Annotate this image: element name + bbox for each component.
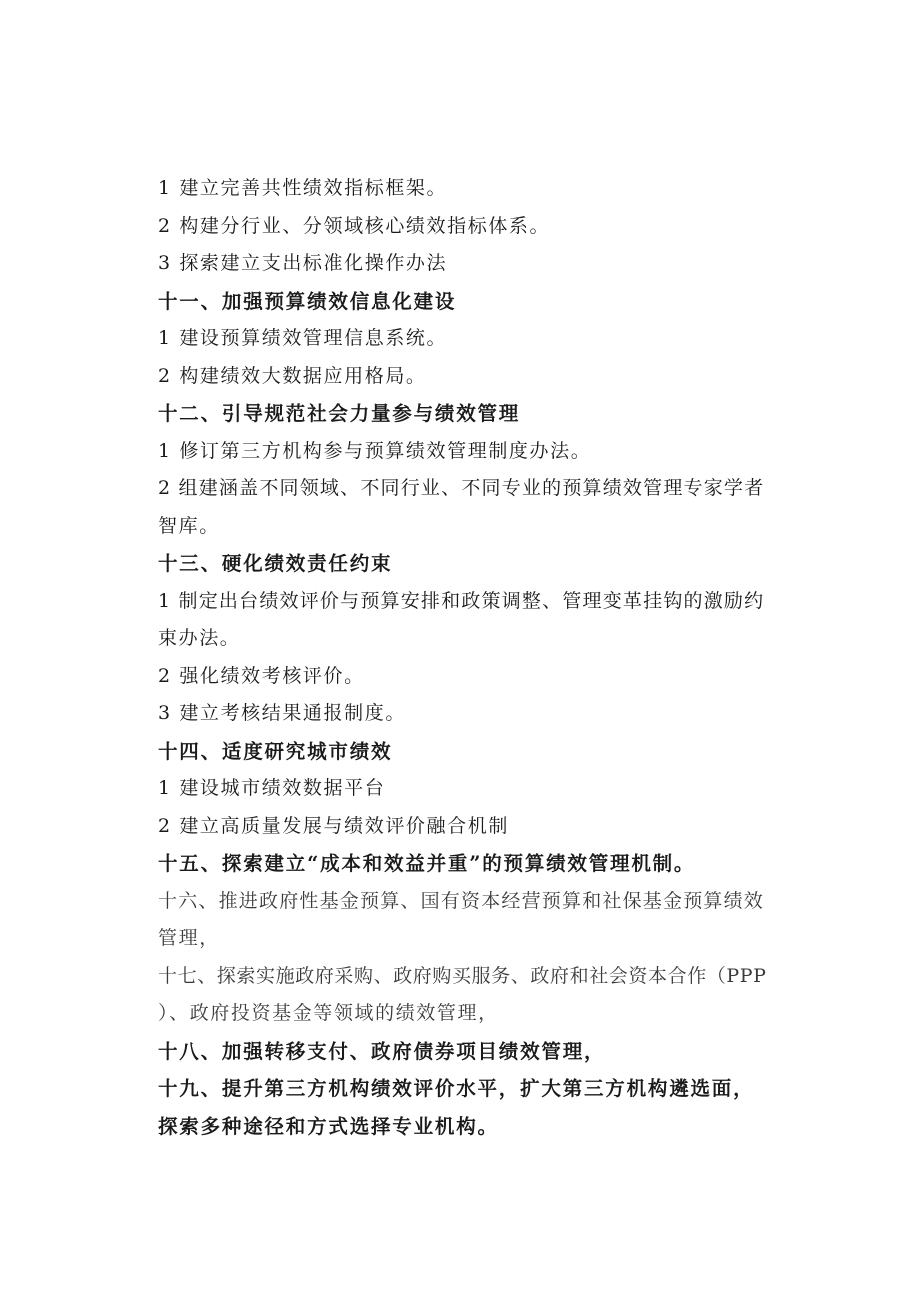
section-heading: 十四、适度研究城市绩效: [158, 739, 393, 763]
section-heading: 十三、硬化绩效责任约束: [158, 552, 393, 575]
section-heading: 十九、提升第三方机构绩效评价水平，扩大第三方机构遴选面，: [158, 1077, 755, 1100]
list-item: 2 构建绩效大数据应用格局。: [158, 364, 427, 387]
list-item-continuation: 束办法。: [158, 627, 241, 649]
section-paragraph: 十六、推进政府性基金预算、国有资本经营预算和社保基金预算绩效: [158, 889, 765, 912]
list-item: 2 组建涵盖不同领域、不同行业、不同专业的预算绩效管理专家学者: [158, 477, 765, 499]
list-item: 3 建立考核结果通报制度。: [158, 702, 406, 724]
list-item: 2 构建分行业、分领域核心绩效指标体系。: [158, 214, 551, 237]
list-item: 1 建设预算绩效管理信息系统。: [158, 327, 448, 349]
list-item: 1 制定出台绩效评价与预算安排和政策调整、管理变革挂钩的激励约: [158, 589, 765, 612]
section-heading: 十五、探索建立“成本和效益并重”的预算绩效管理机制。: [158, 852, 696, 875]
list-item: 2 建立高质量发展与绩效评价融合机制: [158, 814, 509, 837]
list-item: 1 建设城市绩效数据平台: [158, 777, 386, 799]
list-item: 2 强化绩效考核评价。: [158, 664, 365, 687]
list-item: 1 修订第三方机构参与预算绩效管理制度办法。: [158, 439, 592, 462]
list-item: 3 探索建立支出标准化操作办法: [158, 252, 448, 274]
section-heading-continuation: 探索多种途径和方式选择专业机构。: [158, 1114, 499, 1138]
section-paragraph-continuation: ）、政府投资基金等领域的绩效管理，: [158, 1002, 499, 1024]
section-heading: 十一、加强预算绩效信息化建设: [158, 289, 457, 313]
document-body: [158, 170, 768, 1145]
section-heading: 十二、引导规范社会力量参与绩效管理: [158, 402, 521, 425]
list-item-continuation: 智库。: [158, 514, 220, 537]
list-item: 1 建立完善共性绩效指标框架。: [158, 177, 448, 199]
section-paragraph: 十七、探索实施政府采购、政府购买服务、政府和社会资本合作（PPP: [158, 964, 767, 987]
section-paragraph-continuation: 管理，: [158, 927, 220, 949]
section-heading: 十八、加强转移支付、政府债券项目绩效管理，: [158, 1039, 606, 1063]
